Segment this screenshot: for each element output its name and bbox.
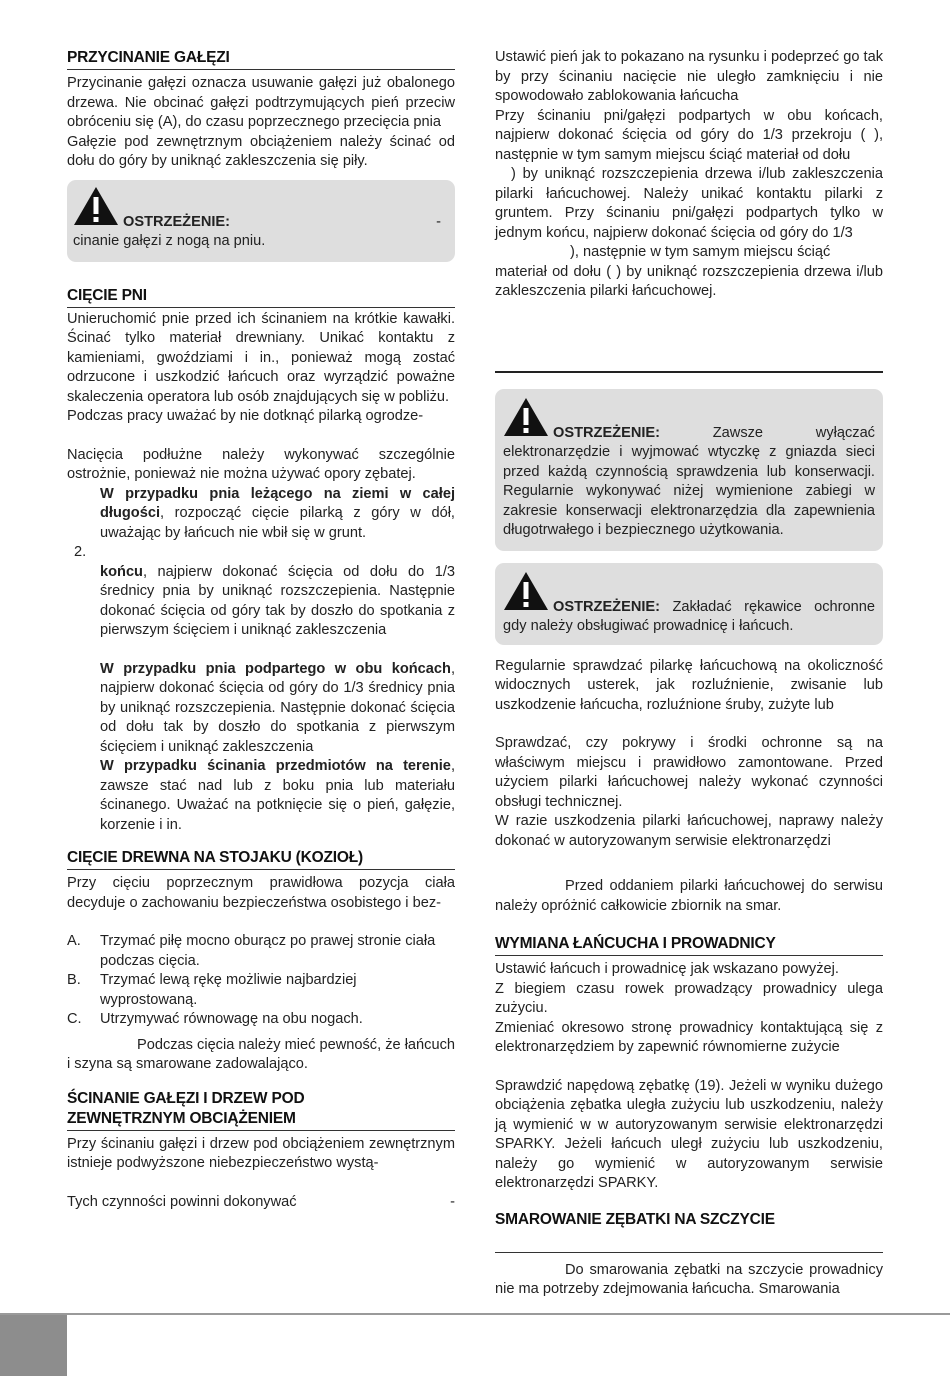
warning-box xyxy=(495,563,883,645)
paragraph: Przy cięciu poprzecznym prawidłowa pozycja ciała decyduje o zachowaniu bezpieczeństwa osobistego i bez- xyxy=(67,875,455,911)
paragraph: Przed oddaniem pilarki łańcuchowej do serwisu należy opróżnić całkowicie zbiornik na smar. xyxy=(495,878,883,914)
section-heading-pruning: PRZYCINANIE GAŁĘZI xyxy=(67,48,455,70)
page-footer xyxy=(0,1313,950,1376)
paragraph: W razie uszkodzenia pilarki łańcuchowej, naprawy należy dokonać w autoryzowanym serwisie elektronarzędzi xyxy=(495,813,883,849)
paragraph: Gałęzie pod zewnętrznym obciążeniem należy ścinać od dołu do góry by uniknąć zakleszczenia się piły. xyxy=(67,133,455,169)
list-item: A. Trzymać piłę mocno oburącz po prawej stronie ciała podczas cięcia. xyxy=(67,933,436,969)
warning-label: OSTRZEŻENIE: xyxy=(553,424,661,441)
paragraph: Ustawić pień jak to pokazano na rysunku i podeprzeć go tak by przy ścinaniu nacięcie nie uległo zamknięciu i nie spowodowało zablokowania łańcucha xyxy=(495,49,883,104)
list-item-number: 2. xyxy=(74,544,87,560)
paragraph: ), następnie w tym samym miejscu ściąć xyxy=(570,244,831,260)
paragraph: Tych czynności powinni dokonywać - xyxy=(67,1193,455,1210)
section-heading-sprocket-lubrication: SMAROWANIE ZĘBATKI NA SZCZYCIE xyxy=(495,1210,775,1228)
paragraph: Z biegiem czasu rowek prowadzący prowadnicy ulega zużyciu. xyxy=(495,980,883,1016)
list-item: W przypadku ścinania przedmiotów na terenie, zawsze stać nad lub z boku pnia lub materiału ścinanego. Uważać na potknięcie się o pień, gałęzie, korzenie i in. xyxy=(100,758,455,833)
warning-text: Zawsze wyłączać elektronarzędzie i wyjmować wtyczkę z gniazda sieci przed każdą czynnością sprawdzenia lub konserwacji. Regularnie wykonywać niżej wymienione zabiegi w zakresie konserwacji elektronarzędzia dla zapewnienia długotrwałego i bezpiecznego użytkowania. xyxy=(503,424,875,538)
paragraph: Sprawdzać, czy pokrywy i środki ochronne są na właściwym miejscu i prawidłowo zamontowane. Przed użyciem pilarki łańcuchowej należy wykonać czynności obsługi technicznej. xyxy=(495,735,883,810)
right-column xyxy=(495,48,883,1300)
paragraph: Przycinanie gałęzi oznacza usuwanie gałęzi już obalonego drzewa. Nie obcinać gałęzi podtrzymujących pień przeciw obróceniu się (A), do czasu poprzecznego przecięcia pnia xyxy=(67,75,455,130)
list-item: końcu, najpierw dokonać ścięcia od dołu do 1/3 średnicy pnia by uniknąć rozszczepienia. Następnie dokonać ścięcia od góry tak by doszło do spotkania z pierwszym ścięciem i uniknąć zakleszczenia xyxy=(100,563,455,638)
paragraph: Podczas pracy uważać by nie dotknąć pilarką ogrodze- xyxy=(67,408,424,424)
section-heading-tension: ŚCINANIE GAŁĘZI I DRZEW POD ZEWNĘTRZNYM OBCIĄŻENIEM xyxy=(67,1089,455,1131)
paragraph: ) by uniknąć rozszczepienia drzewa i/lub zakleszczenia pilarki łańcuchowej. Należy unikać kontaktu pilarki z gruntem. Przy ścinaniu pni/gałęzi podpartych tylko w jednym końcu, najpierw dokonać ścięcia od góry do 1/3 xyxy=(495,166,883,241)
paragraph: Podczas cięcia należy mieć pewność, że łańcuch i szyna są smarowane zadowalająco. xyxy=(67,1036,455,1072)
warning-triangle-icon xyxy=(503,571,549,618)
list-item: W przypadku pnia leżącego na ziemi w całej długości, rozpocząć cięcie pilarką z góry w dół, uważając by łańcuch nie wbił się w grunt. xyxy=(100,485,455,541)
section-heading-sawhorse: CIĘCIE DREWNA NA STOJAKU (KOZIOŁ) xyxy=(67,848,455,870)
left-column xyxy=(67,40,455,1212)
paragraph: materiał od dołu ( ) by uniknąć rozszczepienia drzewa i/lub zakleszczenia pilarki łańcuchowej. xyxy=(495,263,883,299)
warning-triangle-icon xyxy=(73,186,119,233)
section-heading-logs: CIĘCIE PNI xyxy=(67,286,455,308)
paragraph: Ustawić łańcuch i prowadnicę jak wskazano powyżej. xyxy=(495,961,839,977)
warning-text: cinanie gałęzi z nogą na pniu. xyxy=(73,233,266,249)
page-number-box xyxy=(0,1315,67,1376)
list-item: B. Trzymać lewą rękę możliwie najbardziej wyprostowaną. xyxy=(67,972,357,1008)
paragraph: Przy ścinaniu pni/gałęzi podpartych w obu końcach, najpierw dokonać ścięcia od góry do 1/3 przekroju ( ), następnie w tym samym miejscu ściąć materiał od dołu xyxy=(495,107,883,163)
warning-label: OSTRZEŻENIE: xyxy=(553,598,661,615)
paragraph: Sprawdzić napędową zębatkę (19). Jeżeli w wyniku dużego obciążenia zębatka uległa zużyciu lub uszkodzeniu, należy ją wymienić w w autoryzowanym serwisie elektronarzędzi SPARKY. Jeżeli łańcuch uległ zużyciu lub uszkodzeniu, należy go wymienić w autoryzowanym serwisie elektronarzędzi SPARKY. xyxy=(495,1077,883,1191)
paragraph: Nacięcia podłużne należy wykonywać szczególnie ostrożnie, ponieważ nie można używać opory zębatej. xyxy=(67,446,455,482)
warning-text: Zakładać rękawice ochronne gdy należy obsługiwać prowadnicę i łańcuch. xyxy=(503,598,875,634)
paragraph: Unieruchomić pnie przed ich ścinaniem na krótkie kawałki. Ścinać tylko materiał drewniany. Unikać kontaktu z kamieniami, gwoździami i in., ponieważ mogą zostać odrzucone i uszkodzić łańcuch oraz wyrządzić poważne skaleczenia operatora lub osób znajdujących się w pobliżu. xyxy=(67,310,455,405)
warning-box xyxy=(495,389,883,551)
paragraph: Regularnie sprawdzać pilarkę łańcuchową na okoliczność widocznych usterek, jak rozluźnienie, zwisanie lub uszkodzenie łańcucha, rozluźnione śruby, zużyte lub xyxy=(495,657,883,713)
warning-dash: - xyxy=(436,213,441,230)
divider xyxy=(495,1252,883,1253)
paragraph: Zmieniać okresowo stronę prowadnicy kontaktującą się z elektronarzędziem by zapewnić równomierne zużycie xyxy=(495,1019,883,1055)
warning-label: OSTRZEŻENIE: xyxy=(123,213,231,230)
warning-box xyxy=(67,180,455,262)
paragraph: Do smarowania zębatki na szczycie prowadnicy nie ma potrzeby zdejmowania łańcucha. Smarowania xyxy=(495,1261,883,1297)
divider xyxy=(495,371,883,373)
paragraph: Przy ścinaniu gałęzi i drzew pod obciążeniem zewnętrznym istnieje podwyższone niebezpieczeństwo wystą- xyxy=(67,1135,455,1171)
section-heading-chain-replacement: WYMIANA ŁAŃCUCHA I PROWADNICY xyxy=(495,934,883,956)
list-item: C. Utrzymywać równowagę na obu nogach. xyxy=(67,1011,363,1027)
list-item: W przypadku pnia podpartego w obu końcach, najpierw dokonać ścięcia od góry do 1/3 średnicy pnia by uniknąć rozszczepienia. Następnie dokonać ścięcia od dołu tak by doszło do spotkania z pierwszym ścięciem i uniknąć zakleszczenia xyxy=(100,660,455,755)
warning-triangle-icon xyxy=(503,397,549,444)
